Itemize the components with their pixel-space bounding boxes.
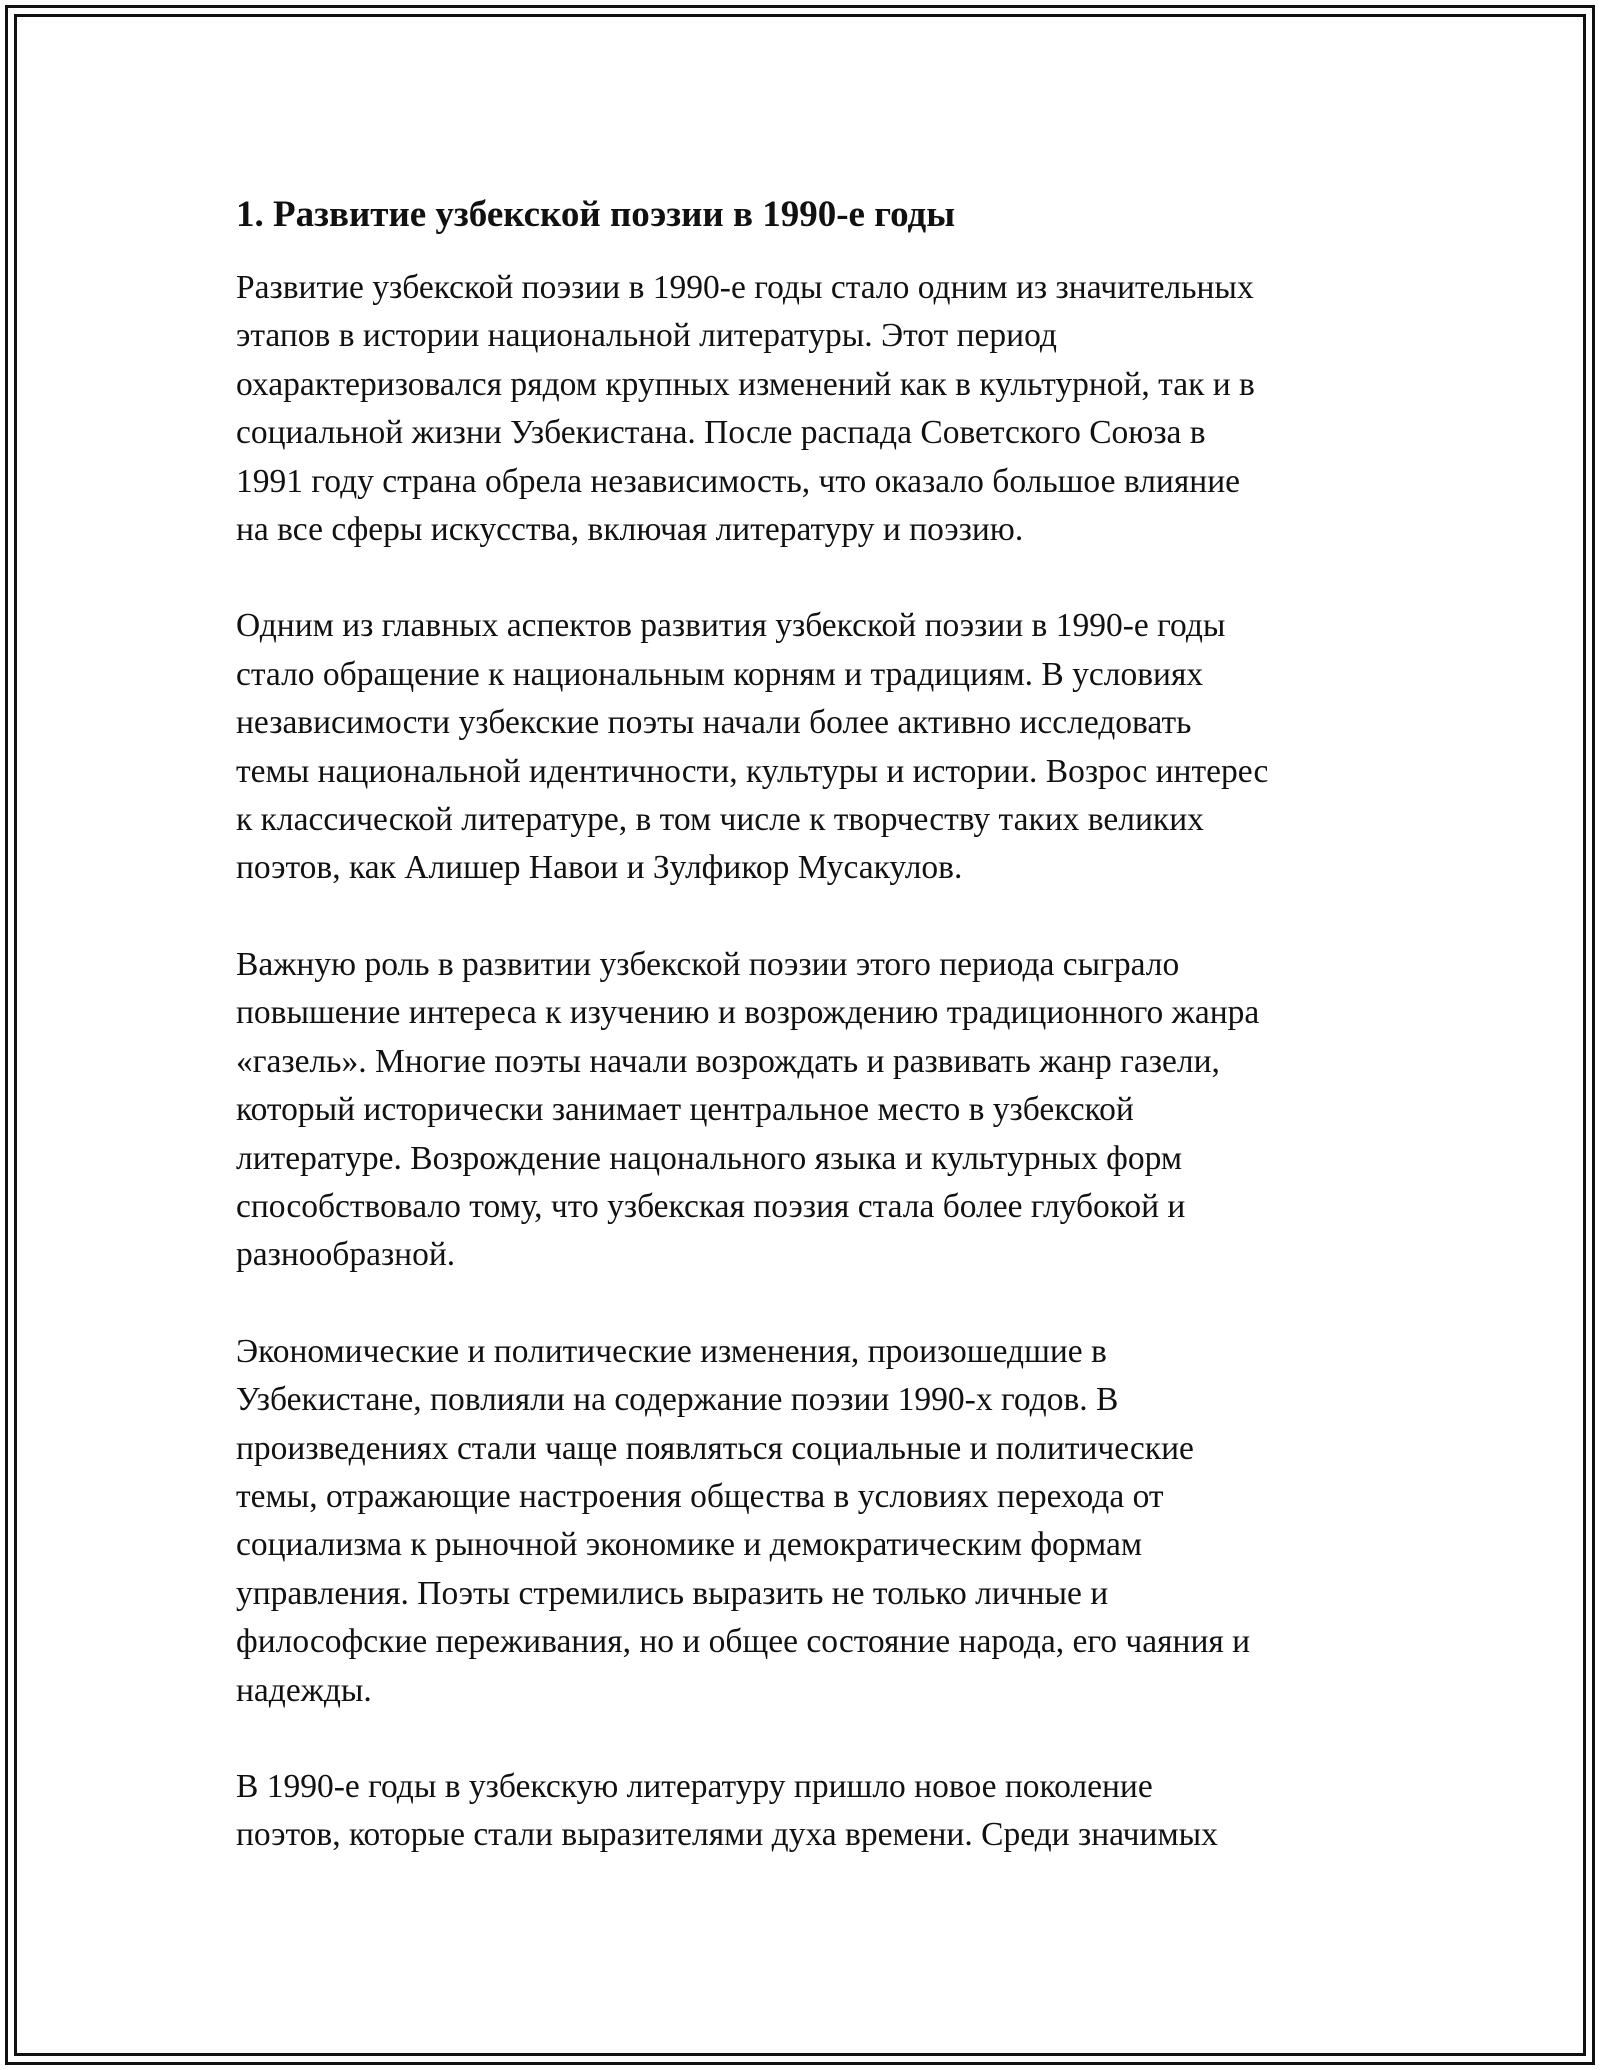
text-line: Одним из главных аспектов развития узбекской поэзии в 1990-е годы — [236, 607, 1226, 645]
paragraph-4 — [236, 1328, 1386, 1715]
text-line: 1991 году страна обрела независимость, что оказало большое влияние — [236, 462, 1240, 500]
text-line: управления. Поэты стремились выразить не только личные и — [236, 1574, 1109, 1612]
text-line: социальной жизни Узбекистана. После распада Советского Союза в — [236, 414, 1206, 452]
paragraph-3 — [236, 941, 1386, 1280]
text-line: темы, отражающие настроения общества в условиях перехода от — [236, 1477, 1164, 1515]
text-line: повышение интереса к изучению и возрождению традиционного жанра — [236, 994, 1260, 1032]
text-line: литературе. Возрождение нацонального языка и культурных форм — [236, 1139, 1183, 1177]
text-line: который исторически занимает центральное место в узбекской — [236, 1091, 1134, 1129]
text-line: на все сферы искусства, включая литературу и поэзию. — [236, 511, 1024, 549]
paragraph-2 — [236, 602, 1386, 892]
text-line: Развитие узбекской поэзии в 1990-е годы стало одним из значительных — [236, 269, 1254, 306]
text-line: Узбекистане, повлияли на содержание поэзии 1990-х годов. В — [236, 1381, 1119, 1419]
text-line: В 1990-е годы в узбекскую литературу пришло новое поколение — [236, 1767, 1153, 1805]
text-line: «газель». Многие поэты начали возрождать и развивать жанр газели, — [236, 1042, 1220, 1080]
text-line: темы национальной идентичности, культуры и истории. Возрос интерес — [236, 752, 1269, 790]
text-line: к классической литературе, в том числе к творчеству таких великих — [236, 801, 1204, 839]
text-line: охарактеризовался рядом крупных изменений как в культурной, так и в — [236, 365, 1255, 403]
text-line: надежды. — [236, 1671, 372, 1709]
text-line: философские переживания, но и общее состояние народа, его чаяния и — [236, 1623, 1251, 1661]
text-line: независимости узбекские поэты начали более активно исследовать — [236, 704, 1192, 742]
text-line: способствовало тому, что узбекская поэзия стала более глубокой и — [236, 1187, 1186, 1225]
text-line: разнообразной. — [236, 1236, 456, 1274]
text-line: Важную роль в развитии узбекской поэзии этого периода сыграло — [236, 945, 1180, 983]
paragraph-5 — [236, 1763, 1386, 1860]
section-heading: 1. Развитие узбекской поэзии в 1990-е годы — [236, 194, 956, 235]
text-line: Экономические и политические изменения, произошедшие в — [236, 1332, 1107, 1370]
paragraph-1 — [236, 264, 1386, 554]
text-line: социализма к рыночной экономике и демократическим формам — [236, 1526, 1143, 1564]
text-line: стало обращение к национальным корням и традициям. В условиях — [236, 655, 1204, 693]
text-line: этапов в истории национальной литературы. Этот период — [236, 317, 1057, 355]
text-line: поэтов, которые стали выразителями духа времени. Среди значимых — [236, 1816, 1218, 1854]
document-body — [236, 190, 1386, 1908]
text-line: произведениях стали чаще появляться социальные и политические — [236, 1429, 1194, 1467]
text-line: поэтов, как Алишер Навои и Зулфикор Мусакулов. — [236, 849, 963, 887]
